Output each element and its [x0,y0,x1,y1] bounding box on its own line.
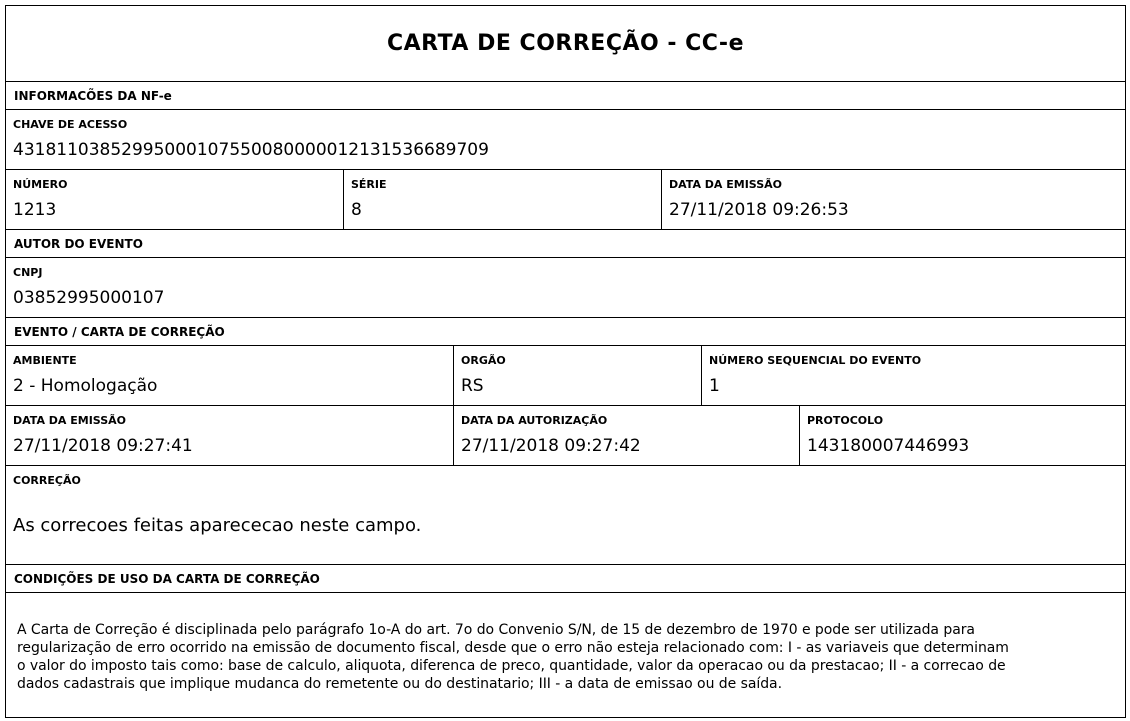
autorizacao-label: DATA DA AUTORIZAÇÃO [461,414,608,427]
orgao-cell [453,346,701,405]
cnpj-row [6,257,1125,317]
correcao-label: CORREÇÃO [13,474,81,487]
chave-acesso-value: 43181103852995000107550080000012131536689709 [13,140,489,160]
condicoes-line: o valor do imposto tais como: base de calculo, aliquota, diferenca de preco, quantidade, valor da operacao ou da prestacao; II - a correcao de [17,658,1006,674]
condicoes-line: regularização de erro ocorrido na emissão de documento fiscal, desde que o erro não esteja relacionado com: I - as variaveis que determinam [17,640,1009,656]
condicoes-section-header [6,564,1125,592]
autor-section-title: AUTOR DO EVENTO [14,237,143,251]
orgao-value: RS [461,376,484,396]
numero-value: 1213 [13,200,57,220]
autorizacao-cell [453,406,799,465]
chave-acesso-row [6,109,1125,169]
nfe-details-row [6,169,1125,229]
cnpj-value: 03852995000107 [13,288,165,308]
evento-emissao-label: DATA DA EMISSÃO [13,414,127,427]
chave-acesso-label: CHAVE DE ACESSO [13,118,128,131]
numero-label: NÚMERO [13,178,68,191]
serie-value: 8 [351,200,362,220]
serie-cell [343,170,661,229]
condicoes-line: A Carta de Correção é disciplinada pelo parágrafo 1o-A do art. 7o do Convenio S/N, de 15 de dezembro de 1970 e pode ser utilizada para [17,622,975,638]
document-title: CARTA DE CORREÇÃO - CC-e [387,31,744,56]
autorizacao-value: 27/11/2018 09:27:42 [461,436,641,456]
condicoes-line: dados cadastrais que implique mudanca do remetente ou do destinatario; III - a data de emissao ou de saída. [17,676,782,692]
sequencial-value: 1 [709,376,720,396]
evento-info-row [6,345,1125,405]
cnpj-label: CNPJ [13,266,43,279]
nfe-section-title: INFORMACÕES DA NF-e [14,89,172,103]
evento-section-header [6,317,1125,345]
ambiente-label: AMBIENTE [13,354,77,367]
numero-cell [6,170,343,229]
protocolo-cell [799,406,1125,465]
condicoes-text [17,621,1111,693]
nfe-emissao-cell [661,170,1125,229]
evento-dates-row [6,405,1125,465]
serie-label: SÉRIE [351,178,387,191]
evento-section-title: EVENTO / CARTA DE CORREÇÃO [14,325,225,339]
correcao-row [6,465,1125,564]
sequencial-cell [701,346,1125,405]
orgao-label: ORGÃO [461,354,506,367]
autor-section-header [6,229,1125,257]
sequencial-label: NÚMERO SEQUENCIAL DO EVENTO [709,354,922,367]
condicoes-section-title: CONDIÇÕES DE USO DA CARTA DE CORREÇÃO [14,572,320,586]
ambiente-cell [6,346,453,405]
nfe-emissao-value: 27/11/2018 09:26:53 [669,200,849,220]
condicoes-row [6,592,1125,717]
evento-emissao-value: 27/11/2018 09:27:41 [13,436,193,456]
protocolo-value: 143180007446993 [807,436,970,456]
ambiente-value: 2 - Homologação [13,376,158,396]
cce-document [5,5,1126,718]
nfe-section-header [6,81,1125,109]
correcao-value: As correcoes feitas aparececao neste campo. [13,515,422,536]
evento-emissao-cell [6,406,453,465]
nfe-emissao-label: DATA DA EMISSÃO [669,178,783,191]
protocolo-label: PROTOCOLO [807,414,884,427]
